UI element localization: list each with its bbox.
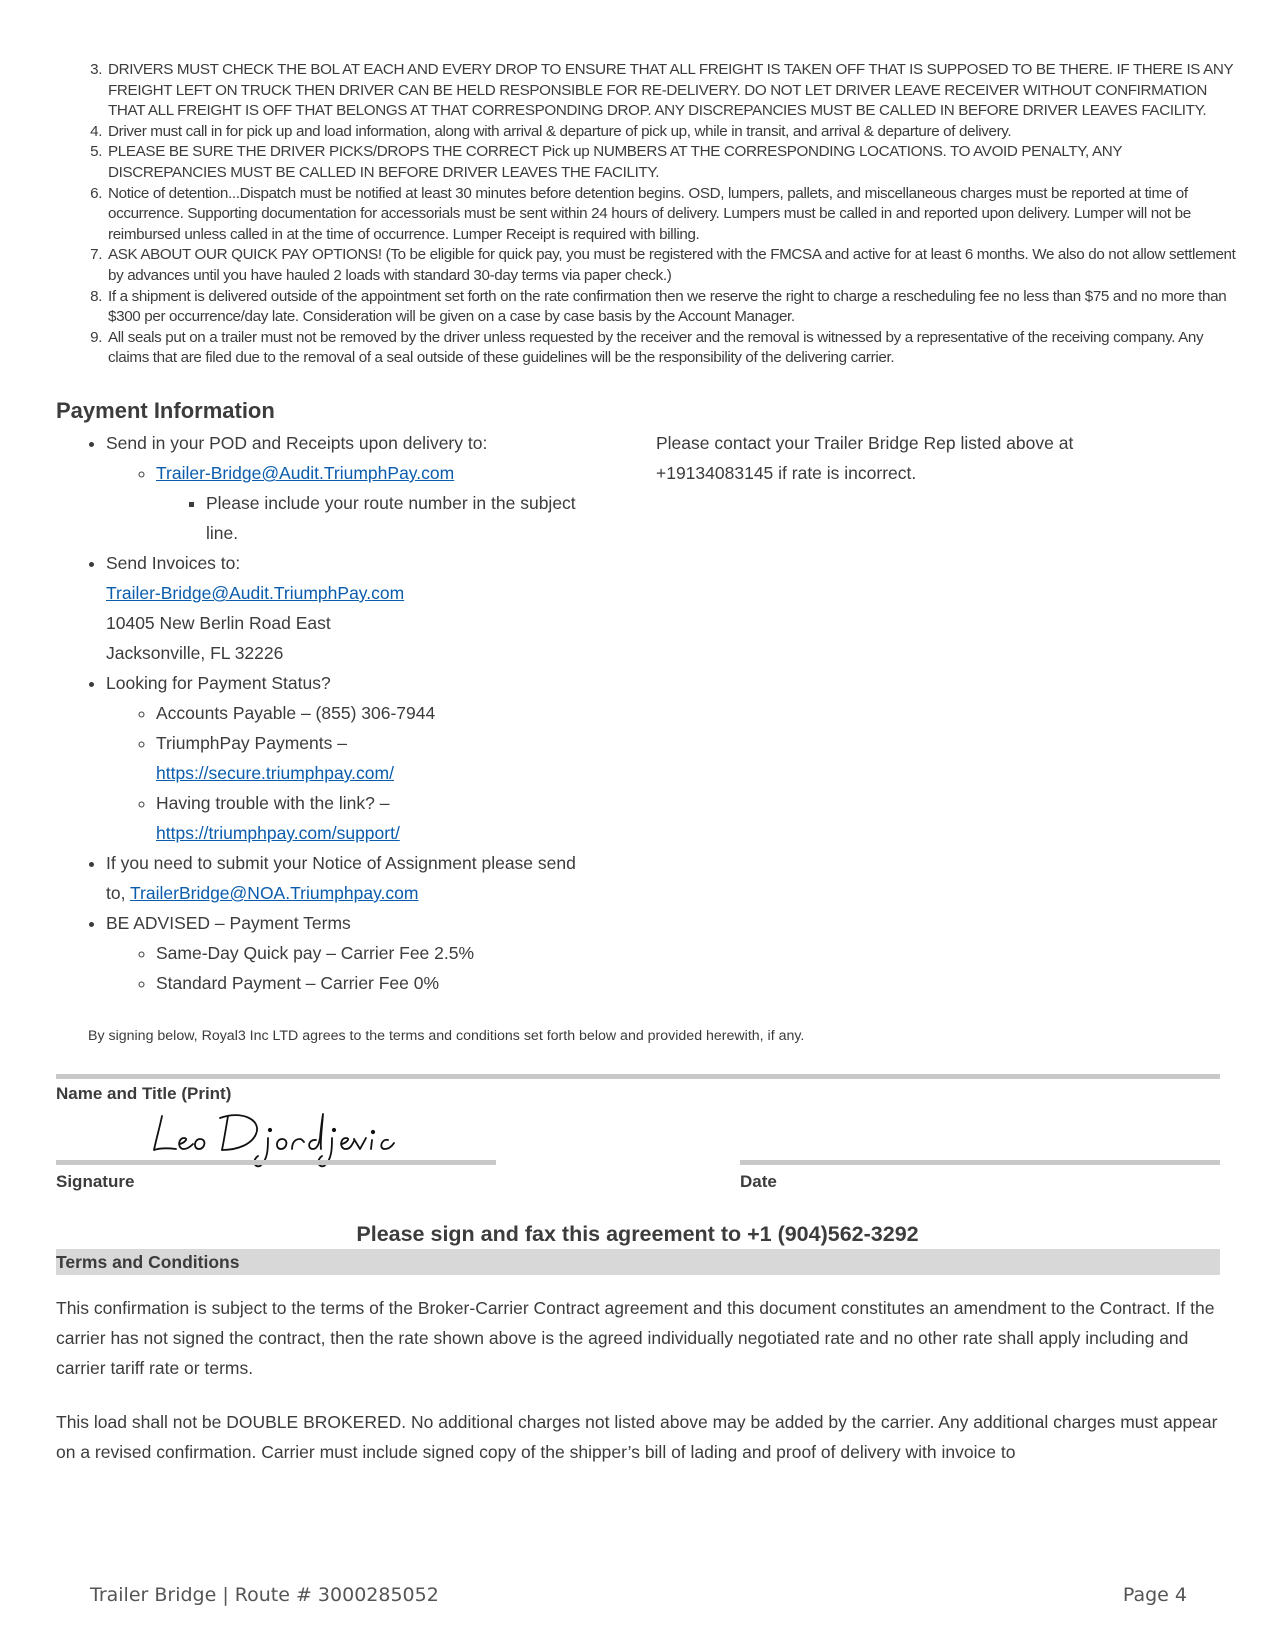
rate-contact-line2: +19134083145 if rate is incorrect. bbox=[656, 463, 917, 483]
instruction-item: 9. All seals put on a trailer must not be removed by the driver unless requested by the receiver and the removal is witnessed by a representative of the receiving company. Any claims that are filed due to the removal of a seal outside of these guidelines will be the responsibility of the delivering carrier. bbox=[106, 328, 1236, 369]
instruction-item: 8. If a shipment is delivered outside of the appointment set forth on the rate confirmation then we reserve the right to charge a rescheduling fee no less than $75 and no more than $300 per occurrence/day late. Consideration will be given on a case by case basis by the Account Manager. bbox=[106, 287, 1236, 328]
footer-page-number: Page 4 bbox=[1122, 1584, 1187, 1606]
accounts-payable-text: Accounts Payable – (855) 306-7944 bbox=[156, 703, 436, 723]
pod-email-link[interactable]: Trailer-Bridge@Audit.TriumphPay.com bbox=[156, 463, 455, 483]
instruction-item: 4. Driver must call in for pick up and load information, along with arrival & departure of pick up, while in transit, and arrival & departure of delivery. bbox=[106, 122, 1236, 143]
standard-fee-text: Standard Payment – Carrier Fee 0% bbox=[156, 973, 440, 993]
invoices-text: • Send Invoices to: bbox=[106, 553, 241, 573]
invoices-address-line2: Jacksonville, FL 32226 bbox=[106, 643, 284, 663]
terms-paragraph-1: This confirmation is subject to the terms of the Broker-Carrier Contract agreement and this document constitutes an amendment to the Contract. If the carrier has not signed the contract, then the rate shown above is the agreed individually negotiated rate and no other rate shall apply including and carrier tariff rate or terms. bbox=[56, 1298, 1215, 1378]
payment-status-item bbox=[106, 668, 621, 848]
noa-to-text: to, bbox=[106, 883, 126, 903]
name-title-line bbox=[56, 1074, 1220, 1079]
triumphpay-item bbox=[156, 728, 621, 788]
instruction-item: 3. DRIVERS MUST CHECK THE BOL AT EACH AND EVERY DROP TO ENSURE THAT ALL FREIGHT IS TAKEN OFF THAT IS SUPPOSED TO BE THERE. IF THERE IS ANY FREIGHT LEFT ON TRUCK THEN DRIVER CAN BE HELD RESPONSIBLE FOR RE-DELIVERY. DO NOT LET DRIVER LEAVE RECEIVER WITHOUT CONFIRMATION THAT ALL FREIGHT IS OFF THAT BELONGS AT THAT CORRESPONDING DROP. ANY DISCREPANCIES MUST BE CALLED IN BEFORE DRIVER LEAVES FACILITY. bbox=[106, 60, 1236, 122]
noa-email-link[interactable]: TrailerBridge@NOA.Triumphpay.com bbox=[130, 883, 419, 903]
pod-text: Send in your POD and Receipts upon delivery to: bbox=[106, 433, 488, 453]
payment-instructions bbox=[56, 428, 621, 998]
payment-status-text: Looking for Payment Status? bbox=[106, 673, 331, 693]
driver-instructions-list bbox=[84, 60, 1236, 369]
accounts-payable-item bbox=[156, 698, 621, 728]
fax-instruction: Please sign and fax this agreement to +1 (904)562-3292 bbox=[356, 1222, 919, 1246]
instruction-item: 7. ASK ABOUT OUR QUICK PAY OPTIONS! (To be eligible for quick pay, you must be registered with the FMCSA and active for at least 6 months. We also do not allow settlement by advances until you have hauled 2 loads with standard 30-day terms via paper check.) bbox=[106, 245, 1236, 286]
link-trouble-item bbox=[156, 788, 621, 848]
signature-label: Signature bbox=[56, 1172, 135, 1191]
terms-header-bar bbox=[56, 1249, 1220, 1275]
terms-heading: Terms and Conditions bbox=[56, 1252, 240, 1272]
instruction-item: 6. Notice of detention...Dispatch must be notified at least 30 minutes before detention begins. OSD, lumpers, pallets, and miscellaneous charges must be reported at time of occurrence. Supporting documentation for accessorials must be sent within 24 hours of delivery. Lumpers must be called in and reported upon delivery. Lumper will not be reimbursed unless called in at the time of occurrence. Lumper Receipt is required with billing. bbox=[106, 184, 1236, 246]
payment-terms-text: BE ADVISED – Payment Terms bbox=[106, 913, 351, 933]
rate-contact-note bbox=[656, 428, 1126, 488]
same-day-fee-text: Same-Day Quick pay – Carrier Fee 2.5% bbox=[156, 943, 475, 963]
date-line bbox=[740, 1160, 1220, 1165]
invoices-item bbox=[106, 548, 621, 668]
payment-information-heading: Payment Information bbox=[56, 398, 275, 423]
link-trouble-label: ◦ Having trouble with the link? – bbox=[156, 793, 390, 813]
pod-item bbox=[106, 428, 621, 548]
pod-email-item bbox=[156, 458, 621, 548]
rate-contact-line1: Please contact your Trailer Bridge Rep listed above at bbox=[656, 433, 1074, 453]
standard-fee-item bbox=[156, 968, 621, 998]
pod-note-text: Please include your route number in the subject line. bbox=[206, 493, 576, 543]
triumphpay-link[interactable]: https://secure.triumphpay.com/ bbox=[156, 763, 394, 783]
date-label: Date bbox=[740, 1172, 777, 1191]
footer-route: Trailer Bridge | Route # 3000285052 bbox=[90, 1584, 439, 1606]
name-title-label: Name and Title (Print) bbox=[56, 1084, 232, 1103]
instruction-item: 5. PLEASE BE SURE THE DRIVER PICKS/DROPS THE CORRECT Pick up NUMBERS AT THE CORRESPONDING LOCATIONS. TO AVOID PENALTY, ANY DISCREPANCIES MUST BE CALLED IN BEFORE DRIVER LEAVES THE FACILITY. bbox=[106, 142, 1236, 183]
invoices-email-link[interactable]: Trailer-Bridge@Audit.TriumphPay.com bbox=[106, 583, 405, 603]
agreement-statement: By signing below, Royal3 Inc LTD agrees to the terms and conditions set forth below and provided herewith, if any. bbox=[88, 1028, 805, 1044]
triumphpay-label: ◦ TriumphPay Payments – bbox=[156, 733, 347, 753]
same-day-fee-item bbox=[156, 938, 621, 968]
terms-paragraph-2: This load shall not be DOUBLE BROKERED. No additional charges not listed above may be added by the carrier. Any additional charges must appear on a revised confirmation. Carrier must include signed copy of the shipper’s bill of lading and proof of delivery with invoice to bbox=[56, 1412, 1218, 1462]
pod-note-item bbox=[206, 488, 596, 548]
noa-text: • If you need to submit your Notice of Assignment please send bbox=[106, 853, 576, 873]
invoices-address-line1: 10405 New Berlin Road East bbox=[106, 613, 331, 633]
payment-terms-item bbox=[106, 908, 621, 998]
support-link[interactable]: https://triumphpay.com/support/ bbox=[156, 823, 400, 843]
noa-item bbox=[106, 848, 621, 908]
signature-line bbox=[56, 1160, 496, 1165]
